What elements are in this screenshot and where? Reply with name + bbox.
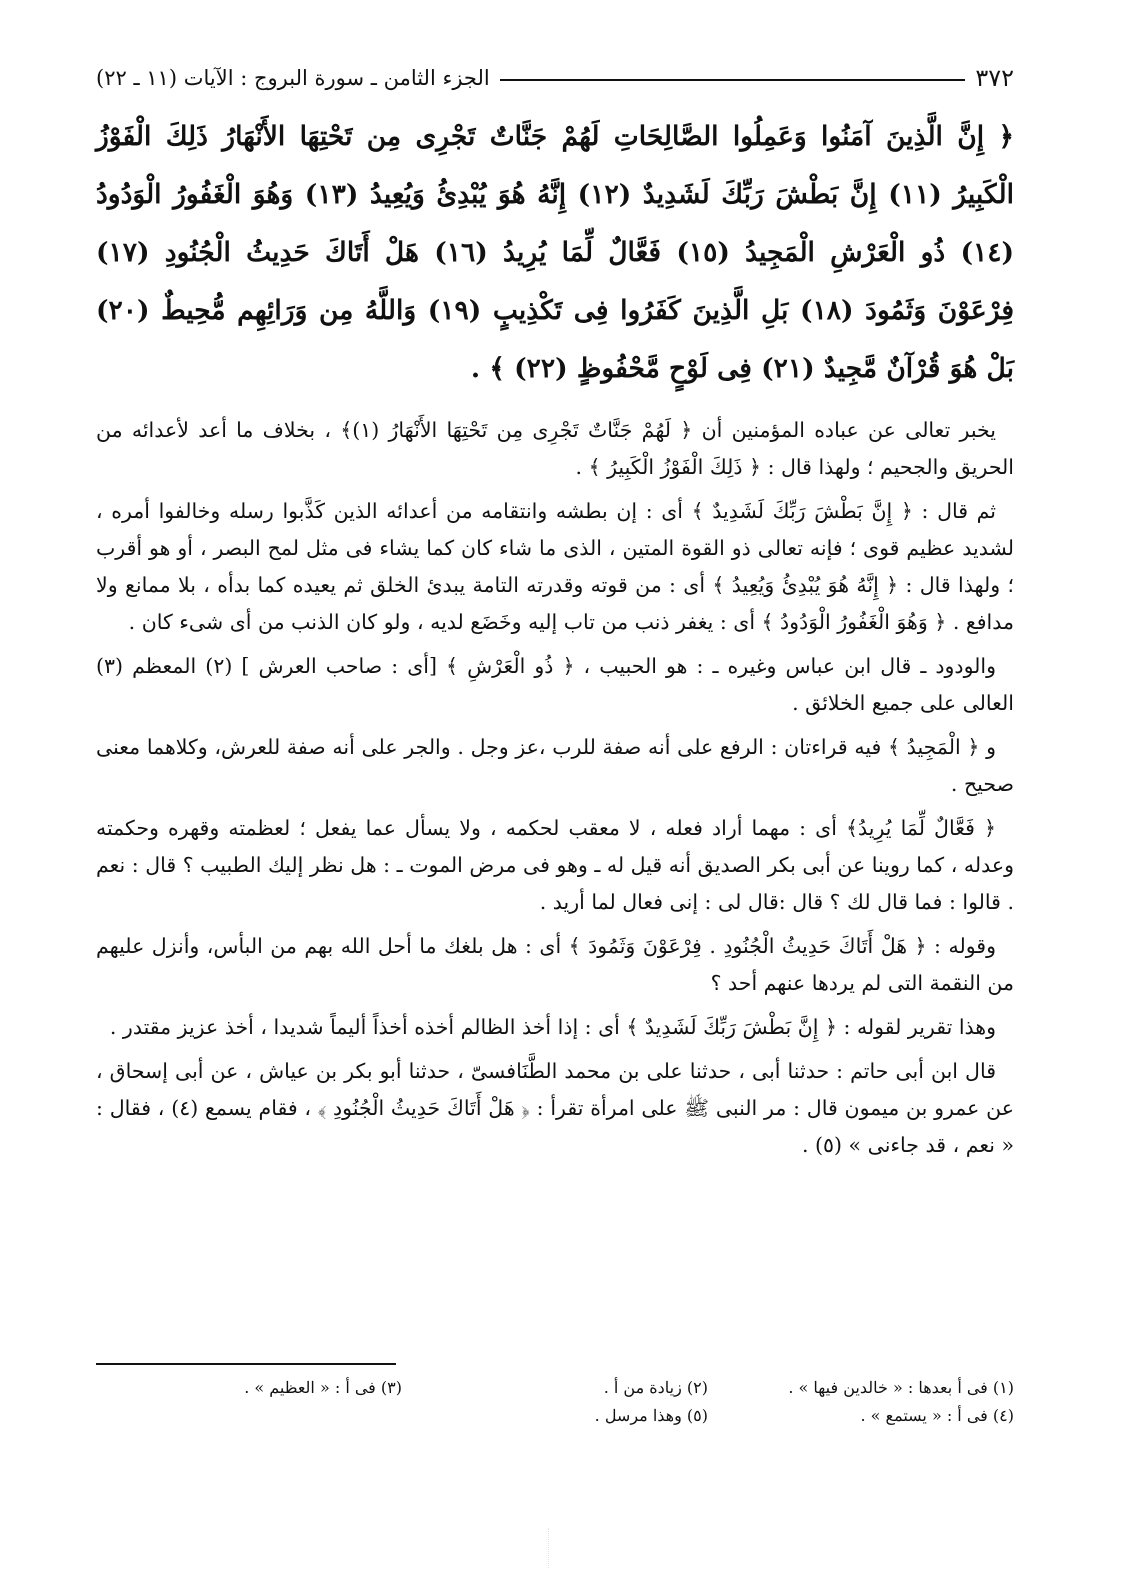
commentary-paragraph: وقوله : ﴿ هَلْ أَتَاكَ حَدِيثُ الْجُنُودِ . فِرْعَوْنَ وَثَمُودَ ﴾ أى : هل بلغك ما أحل الله بهم من البأس، وأنزل عليهم من النقمة التى لم يردها عنهم أحد ؟: [96, 934, 1014, 995]
quran-verses: ﴿ إِنَّ الَّذِينَ آمَنُوا وَعَمِلُوا الصَّالِحَاتِ لَهُمْ جَنَّاتٌ تَجْرِى مِن تَحْتِهَا الأَنْهَارُ ذَلِكَ الْفَوْزُ الْكَبِيرُ (١١) إِنَّ بَطْشَ رَبِّكَ لَشَدِيدٌ (١٢) إِنَّهُ هُوَ يُبْدِئُ وَيُعِيدُ (١٣) وَهُوَ الْغَفُورُ الْوَدُودُ (١٤) ذُو الْعَرْشِ الْمَجِيدُ (١٥) فَعَّالٌ لِّمَا يُرِيدُ (١٦) هَلْ أَتَاكَ حَدِيثُ الْجُنُودِ (١٧) فِرْعَوْنَ وَثَمُودَ (١٨) بَلِ الَّذِينَ كَفَرُوا فِى تَكْذِيبٍ (١٩) وَاللَّهُ مِن وَرَائِهِم مُّحِيطٌ (٢٠) بَلْ هُوَ قُرْآنٌ مَّجِيدٌ (٢١) فِى لَوْحٍ مَّحْفُوظٍ (٢٢) ﴾ .: [96, 121, 1015, 384]
footnote: (٥) وهذا مرسل .: [594, 1406, 708, 1425]
running-head: الجزء الثامن ـ سورة البروج : الآيات (١١ ـ ٢٢): [96, 66, 490, 90]
commentary-paragraph: وهذا تقرير لقوله : ﴿ إِنَّ بَطْشَ رَبِّكَ لَشَدِيدٌ ﴾ أى : إذا أخذ الظالم أخذه أخذاً أليماً شديدا ، أخذ عزيز مقتدر .: [109, 1015, 996, 1039]
commentary-paragraph: والودود ـ قال ابن عباس وغيره ـ : هو الحبيب ، ﴿ ذُو الْعَرْشِ ﴾ [أى : صاحب العرش ] (٢) المعظم (٣) العالى على جميع الخلائق .: [96, 654, 1014, 715]
commentary-paragraph: ثم قال : ﴿ إِنَّ بَطْشَ رَبِّكَ لَشَدِيدٌ ﴾ أى : إن بطشه وانتقامه من أعدائه الذين كَذَّبوا رسله وخالفوا أمره ، لشديد عظيم قوى ؛ فإنه تعالى ذو القوة المتين ، الذى ما شاء كان كما يشاء فى مثل لمح البصر ، أو هو أقرب ؛ ولهذا قال : ﴿ إِنَّهُ هُوَ يُبْدِئُ وَيُعِيدُ ﴾ أى : من قوته وقدرته التامة يبدئ الخلق ثم يعيده كما بدأه ، بلا ممانع ولا مدافع . ﴿ وَهُوَ الْغَفُورُ الْوَدُودُ ﴾ أى : يغفر ذنب من تاب إليه وخَضَع لديه ، ولو كان الذنب من أى شىء كان .: [96, 499, 1014, 634]
footnote-separator: [96, 1363, 396, 1365]
header-rule: [500, 79, 966, 81]
page: [96, 58, 1015, 1425]
page-number: ٣٧٢: [975, 64, 1014, 92]
footnote: (٢) زيادة من أ .: [603, 1378, 708, 1397]
commentary: [96, 412, 1014, 1164]
commentary-paragraph: قال ابن أبى حاتم : حدثنا أبى ، حدثنا على بن محمد الطَّنَافسىّ ، حدثنا أبو بكر بن عياش ، عن أبى إسحاق ، عن عمرو بن ميمون قال : مر النبى ﷺ على امرأة تقرأ : ﴿ هَلْ أَتَاكَ حَدِيثُ الْجُنُودِ ﴾ ، فقام يسمع (٤) ، فقال : « نعم ، قد جاءنى » (٥) .: [96, 1059, 1014, 1157]
footnote: (٣) فى أ : « العظيم » .: [244, 1378, 402, 1397]
footnotes: [96, 1374, 1014, 1430]
commentary-paragraph: ﴿ فَعَّالٌ لِّمَا يُرِيدُ﴾ أى : مهما أراد فعله ، لا معقب لحكمه ، ولا يسأل عما يفعل ؛ لعظمته وقهره وحكمته وعدله ، كما روينا عن أبى بكر الصديق أنه قيل له ـ وهو فى مرض الموت ـ : هل نظر إليك الطبيب ؟ قال : نعم . قالوا : فما قال لك ؟ قال :قال لى : إنى فعال لما أريد .: [96, 816, 1014, 914]
commentary-paragraph: يخبر تعالى عن عباده المؤمنين أن ﴿ لَهُمْ جَنَّاتٌ تَجْرِى مِن تَحْتِهَا الأَنْهَارُ (١)﴾ ، بخلاف ما أعد لأعدائه من الحريق والجحيم ؛ ولهذا قال : ﴿ ذَلِكَ الْفَوْزُ الْكَبِيرُ ﴾ .: [96, 418, 1014, 479]
scan-artifact: [548, 1528, 559, 1568]
commentary-paragraph: و ﴿ الْمَجِيدُ ﴾ فيه قراءتان : الرفع على أنه صفة للرب ،عز وجل . والجر على أنه صفة للعرش، وكلاهما معنى صحيح .: [96, 735, 1014, 796]
footnote: (٤) فى أ : « يستمع » .: [860, 1406, 1014, 1425]
footnote: (١) فى أ بعدها : « خالدين فيها » .: [788, 1378, 1014, 1397]
page-header: [96, 58, 1014, 98]
